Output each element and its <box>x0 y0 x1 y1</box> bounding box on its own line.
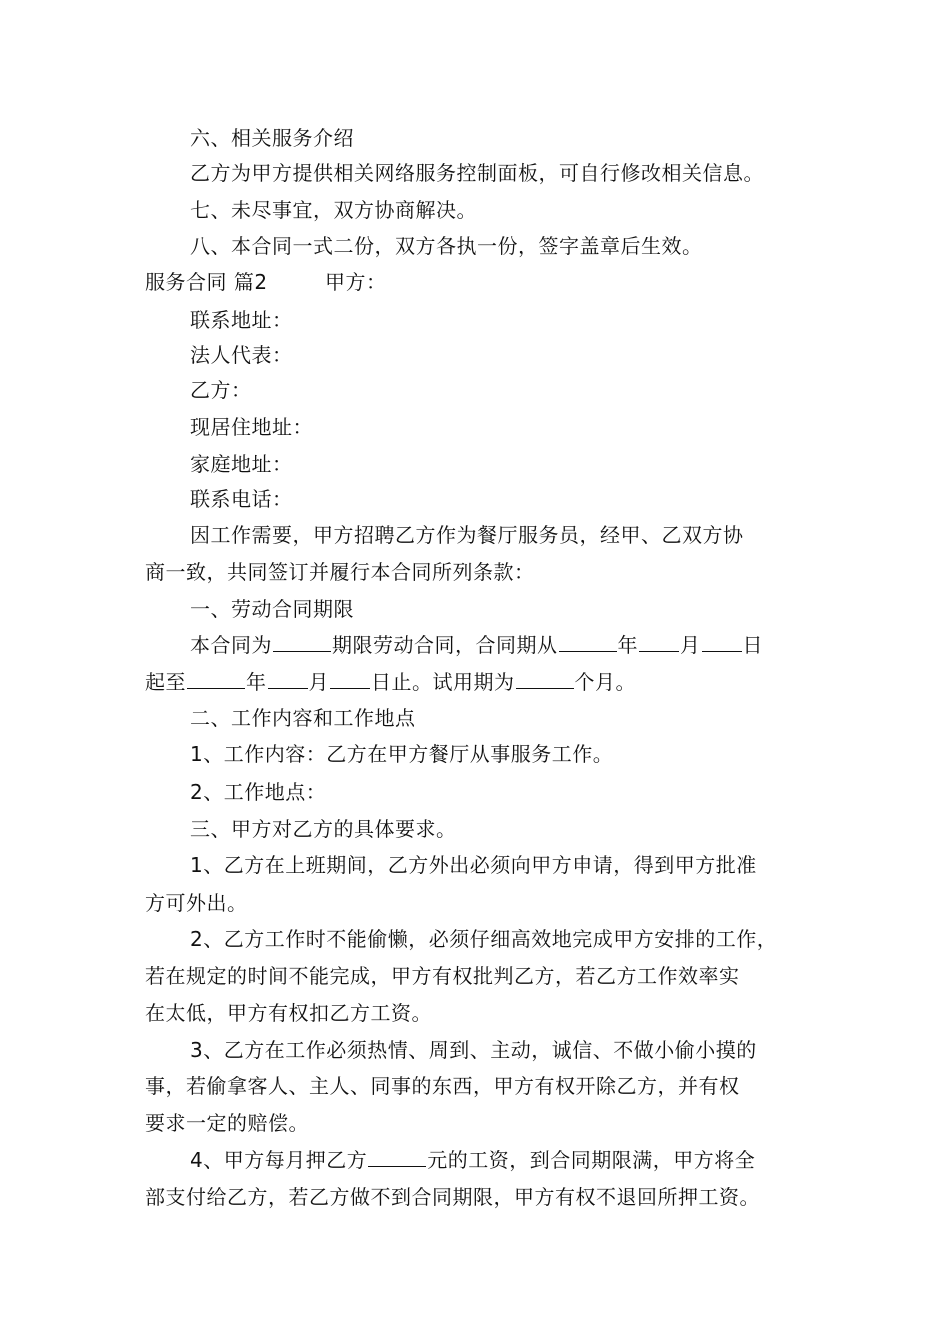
term-text: 起至 <box>145 670 186 694</box>
blank-contract-type <box>273 633 331 652</box>
term-text: 期限劳动合同，合同期从 <box>332 633 558 657</box>
requirement-2-line-1: 2、乙方工作时不能偷懒，必须仔细高效地完成甲方安排的工作， <box>190 927 778 951</box>
heading-six: 六、相关服务介绍 <box>190 126 354 150</box>
term-text: 个月。 <box>574 670 636 694</box>
blank-start-month <box>639 633 679 652</box>
requirement-2-line-3: 在太低，甲方有权扣乙方工资。 <box>145 1001 432 1025</box>
term-text: 年 <box>617 633 638 657</box>
contact-address-label: 联系地址： <box>190 308 293 332</box>
legal-rep-label: 法人代表： <box>190 343 293 367</box>
requirements-heading: 三、甲方对乙方的具体要求。 <box>190 817 457 841</box>
blank-end-day <box>330 670 370 689</box>
term-text: 日止。试用期为 <box>371 670 515 694</box>
party-a-label: 甲方： <box>325 270 387 294</box>
requirement-4-line-1 <box>190 1147 755 1173</box>
requirement-text: 元的工资，到合同期限满，甲方将全 <box>427 1148 756 1172</box>
term-text: 月 <box>680 633 701 657</box>
term-text: 日 <box>742 633 763 657</box>
term-line-1 <box>190 632 763 658</box>
requirement-3-line-3: 要求一定的赔偿。 <box>145 1111 309 1135</box>
work-item-1: 1、工作内容：乙方在甲方餐厅从事服务工作。 <box>190 742 614 766</box>
blank-end-month <box>268 670 308 689</box>
current-address-label: 现居住地址： <box>190 415 313 439</box>
requirement-text: 4、甲方每月押乙方 <box>190 1148 368 1172</box>
blank-withheld-wage <box>368 1148 426 1167</box>
requirement-2-line-2: 若在规定的时间不能完成，甲方有权批判乙方，若乙方工作效率实 <box>145 964 740 988</box>
heading-seven: 七、未尽事宜，双方协商解决。 <box>190 198 477 222</box>
section-title: 服务合同 篇2 <box>145 270 268 294</box>
requirement-4-line-2: 部支付给乙方，若乙方做不到合同期限，甲方有权不退回所押工资。 <box>145 1185 760 1209</box>
work-heading: 二、工作内容和工作地点 <box>190 706 416 730</box>
blank-probation <box>516 670 574 689</box>
blank-start-year <box>559 633 617 652</box>
term-heading: 一、劳动合同期限 <box>190 597 354 621</box>
term-text: 月 <box>308 670 329 694</box>
requirement-1-line-1: 1、乙方在上班期间，乙方外出必须向甲方申请，得到甲方批准 <box>190 853 757 877</box>
home-address-label: 家庭地址： <box>190 452 293 476</box>
requirement-3-line-2: 事，若偷拿客人、主人、同事的东西，甲方有权开除乙方，并有权 <box>145 1074 740 1098</box>
paragraph-six: 乙方为甲方提供相关网络服务控制面板，可自行修改相关信息。 <box>190 161 764 185</box>
requirement-1-line-2: 方可外出。 <box>145 891 248 915</box>
term-text: 年 <box>246 670 267 694</box>
heading-eight: 八、本合同一式二份，双方各执一份，签字盖章后生效。 <box>190 234 703 258</box>
work-item-2: 2、工作地点： <box>190 780 327 804</box>
phone-label: 联系电话： <box>190 487 293 511</box>
term-line-2 <box>145 669 636 695</box>
term-text: 本合同为 <box>190 633 272 657</box>
intro-line-2: 商一致，共同签订并履行本合同所列条款： <box>145 560 535 584</box>
intro-line-1: 因工作需要，甲方招聘乙方作为餐厅服务员，经甲、乙双方协 <box>190 523 744 547</box>
requirement-3-line-1: 3、乙方在工作必须热情、周到、主动，诚信、不做小偷小摸的 <box>190 1038 757 1062</box>
party-b-label: 乙方： <box>190 378 252 402</box>
blank-start-day <box>702 633 742 652</box>
blank-end-year <box>187 670 245 689</box>
